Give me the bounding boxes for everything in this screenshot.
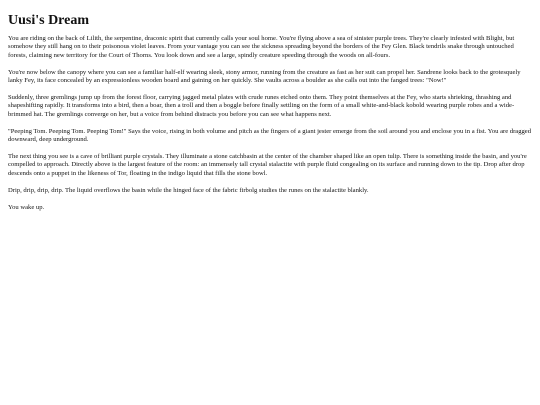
- story-paragraph-7: You wake up.: [8, 203, 45, 211]
- story-paragraph-5: The next thing you see is a cave of brilliant purple crystals. They illuminate a stone catchbasin at the center of the chamber shaped like an open tulip. There is something inside the basin, and you're compelled to approach. Directly above is the largest feature of the room: an immensely tall crystal stalactite with purple fluid congealing on its surface and running down to the tip. Drop after drop descends onto a puppet in the likeness of Tor, floating in the indigo liquid that fills the stone bowl.: [8, 153, 527, 177]
- story-paragraph-6: Drip, drip, drip, drip. The liquid overflows the basin while the hinged face of the fabric firbolg studies the runes on the stalactite blankly.: [8, 186, 369, 194]
- page-title: Uusi's Dream: [8, 13, 90, 28]
- story-paragraph-1: You are riding on the back of Lilith, the serpentine, draconic spirit that currently calls your soul home. You're flying above a sea of sinister purple trees. They're clearly infested with Blight, but somehow they still hang on to their poisonous violet leaves. From your vantage you can see the sickness spreading beyond the borders of the Fey Glen. Black tendrils snake through untouched forests, claiming new territory for the Court of Thorns. You look down and see a large, spindly creature speeding through the woods on all-fours.: [8, 35, 515, 59]
- story-paragraph-4: "Peeping Tom. Peeping Tom. Peeping Tom!" Says the voice, rising in both volume and pitch as the fingers of a giant jester emerge from the soil around you and enclose you in a fist. You are dragged downward, deep underground.: [8, 127, 532, 144]
- story-paragraph-3: Suddenly, three gremlings jump up from the forest floor, carrying jagged metal plates with crude runes etched onto them. They point themselves at the Fey, who starts shrieking, thrashing and shapeshifting rapidly. It transforms into a bird, then a boar, then a troll and then a boggle before finally settling on the form of a small white-and-black kobold wearing purple robes and a wide-brimmed hat. The gremlings converge on her, but a voice from behind distracts you before you can see what happens next.: [8, 94, 515, 118]
- story-paragraph-2: You're now below the canopy where you can see a familiar half-elf wearing sleek, stony armor, running from the creature as fast as her suit can propel her. Sandrene looks back to the grotesquely lanky Fey, its face concealed by an expressionless wooden board and gaining on her quickly. She vaults across a boulder as she calls out into the fanged trees: "Now!": [8, 68, 521, 85]
